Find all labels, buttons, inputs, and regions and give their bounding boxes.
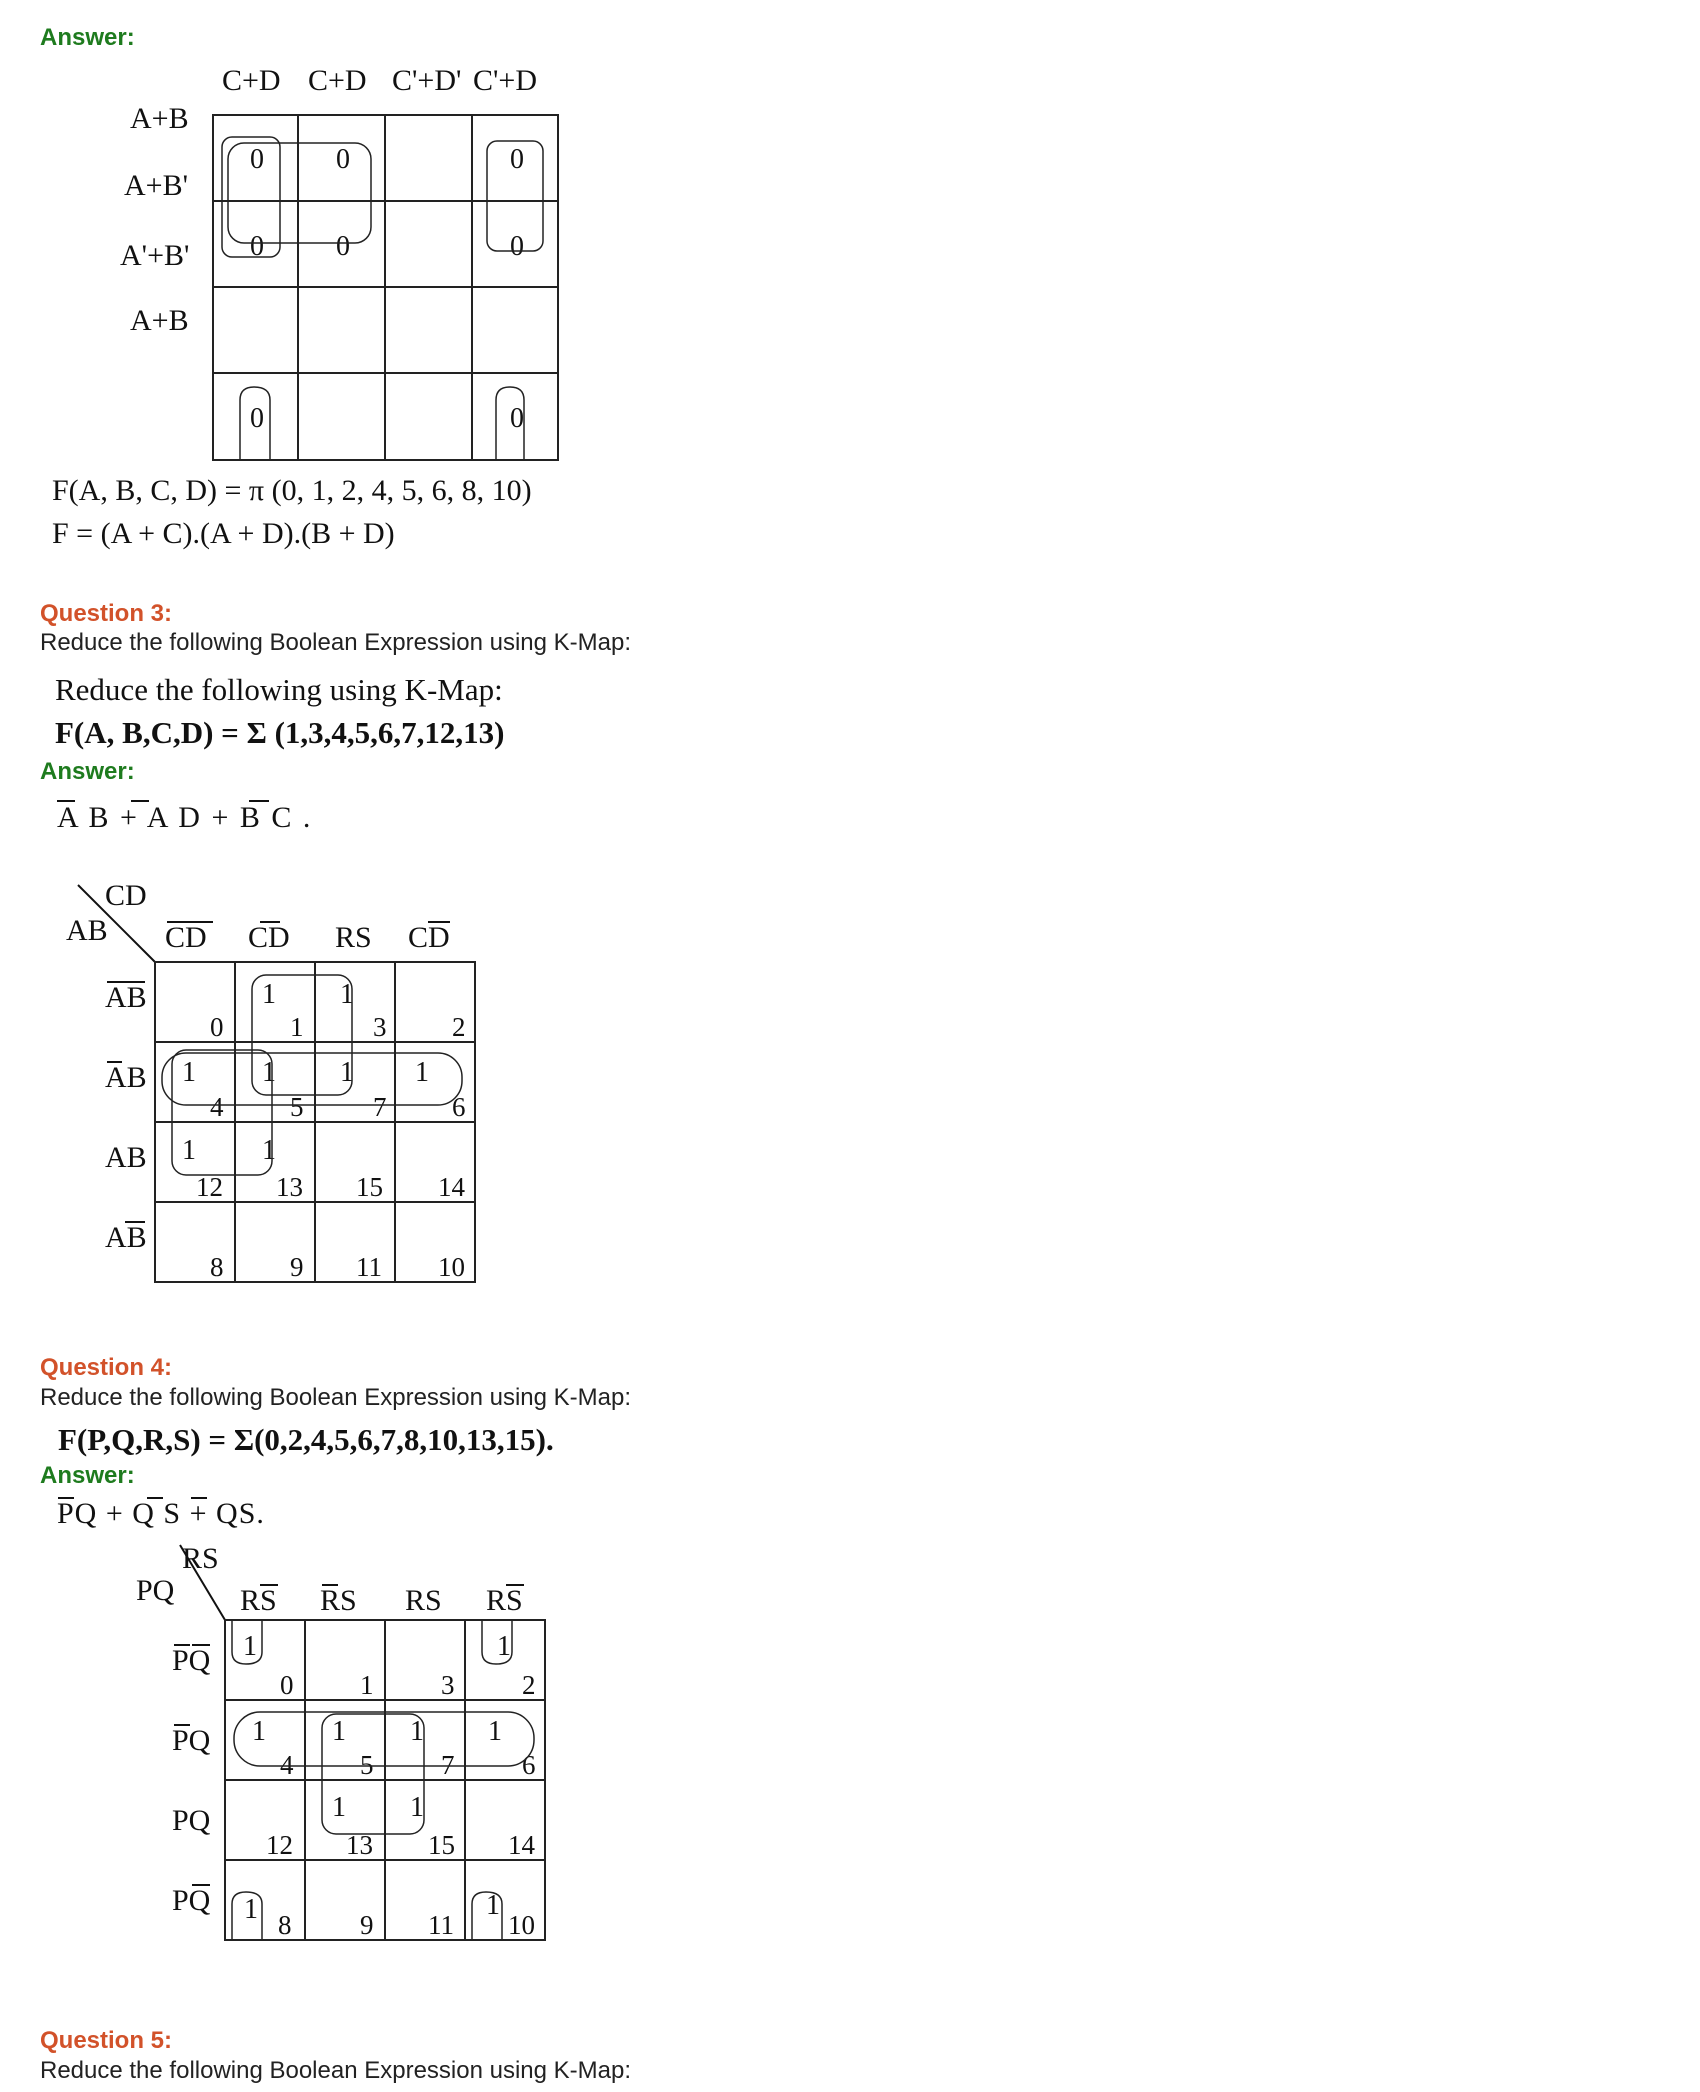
kmap1-row-header: A+B' [124, 169, 188, 202]
kmap3-row-header: PQ [172, 1724, 211, 1757]
kmap2-index: 9 [290, 1252, 304, 1282]
question-3-text: Reduce the following Boolean Expression using K-Map: [40, 629, 632, 656]
kmap2-index: 14 [438, 1172, 465, 1202]
question-3-answer-label: Answer: [40, 758, 135, 785]
kmap-q3 [0, 870, 520, 1290]
kmap1-col-headers [222, 64, 537, 97]
kmap1-row-headers [120, 102, 189, 337]
kmap2-index: 6 [452, 1092, 466, 1122]
kmap3-index: 10 [508, 1910, 535, 1940]
kmap2-one: 1 [340, 1057, 354, 1088]
kmap3-index: 1 [360, 1670, 374, 1700]
question-3-answer-expr: A B + A D + B C . [57, 801, 313, 834]
kmap1-groupings [222, 137, 543, 460]
question-4-answer-label: Answer: [40, 1462, 135, 1489]
kmap2-var-top: CD [105, 879, 147, 912]
answer4-overbars [55, 1492, 275, 1504]
kmap2-index: 5 [290, 1092, 304, 1122]
kmap-pos [0, 55, 620, 465]
kmap2-ones [182, 979, 429, 1166]
kmap2-one: 1 [262, 1135, 276, 1166]
kmap1-cell: 0 [510, 403, 524, 434]
kmap3-index: 2 [522, 1670, 536, 1700]
kmap1-col-header: C'+D [473, 64, 537, 97]
kmap3-one: 1 [243, 1631, 257, 1662]
kmap3-index: 5 [360, 1750, 374, 1780]
kmap3-index: 11 [428, 1910, 454, 1940]
kmap2-index: 15 [356, 1172, 383, 1202]
kmap2-col-header: CD [248, 921, 290, 954]
kmap1-cell: 0 [336, 144, 350, 175]
question-4-answer-expr: PQ + Q S + QS. [57, 1497, 265, 1530]
kmap2-index: 1 [290, 1012, 304, 1042]
question-5-label: Question 5: [40, 2027, 173, 2054]
kmap2-grid [155, 962, 475, 1282]
kmap2-col-header: RS [335, 921, 372, 954]
kmap2-col-header: CD [408, 921, 450, 954]
kmap1-cell: 0 [250, 144, 264, 175]
kmap1-cell: 0 [510, 231, 524, 262]
kmap2-index: 11 [356, 1252, 382, 1282]
question-4-label: Question 4: [40, 1354, 173, 1381]
question-3-image-line2: F(A, B,C,D) = Σ (1,3,4,5,6,7,12,13) [55, 715, 505, 750]
kmap1-cell: 0 [336, 231, 350, 262]
kmap3-col-header: RS [240, 1584, 277, 1617]
kmap3-index: 0 [280, 1670, 294, 1700]
kmap2-one: 1 [262, 1057, 276, 1088]
kmap2-index: 3 [373, 1012, 387, 1042]
kmap2-index: 13 [276, 1172, 303, 1202]
question-5-text: Reduce the following Boolean Expression using K-Map: [40, 2057, 632, 2084]
kmap2-row-header: AB [105, 981, 147, 1014]
kmap2-index: 12 [196, 1172, 223, 1202]
kmap3-col-headers [240, 1584, 523, 1617]
kmap2-index: 2 [452, 1012, 466, 1042]
kmap3-row-header: PQ [172, 1884, 211, 1917]
kmap2-col-header: CD [165, 921, 207, 954]
kmap3-index: 8 [278, 1910, 292, 1940]
kmap1-cell: 0 [250, 403, 264, 434]
kmap3-var-top: RS [182, 1542, 219, 1575]
kmap2-row-headers [105, 981, 147, 1254]
kmap1-row-header: A+B [130, 304, 189, 337]
kmap3-one: 1 [410, 1716, 424, 1747]
kmap1-cell: 0 [250, 231, 264, 262]
kmap3-col-header: RS [486, 1584, 523, 1617]
kmap3-index: 15 [428, 1830, 455, 1860]
kmap3-index: 4 [280, 1750, 294, 1780]
kmap3-row-header: PQ [172, 1644, 211, 1677]
kmap3-index: 3 [441, 1670, 455, 1700]
kmap3-one: 1 [497, 1631, 511, 1662]
kmap1-col-header: C+D [308, 64, 367, 97]
kmap1-row-header: A'+B' [120, 239, 190, 272]
kmap3-one: 1 [410, 1792, 424, 1823]
kmap1-equation-2: F = (A + C).(A + D).(B + D) [52, 517, 395, 550]
kmap3-one: 1 [488, 1716, 502, 1747]
kmap1-grid [213, 115, 558, 460]
question-3-image-line1: Reduce the following using K-Map: [55, 672, 503, 707]
question-4-text: Reduce the following Boolean Expression using K-Map: [40, 1384, 632, 1411]
kmap2-index: 0 [210, 1012, 224, 1042]
kmap3-row-header: PQ [172, 1804, 211, 1837]
kmap3-index: 13 [346, 1830, 373, 1860]
kmap2-one: 1 [182, 1135, 196, 1166]
kmap2-one: 1 [415, 1057, 429, 1088]
kmap2-index: 8 [210, 1252, 224, 1282]
kmap3-index: 14 [508, 1830, 535, 1860]
question-4-image-line: F(P,Q,R,S) = Σ(0,2,4,5,6,7,8,10,13,15). [58, 1422, 554, 1457]
kmap2-one: 1 [340, 979, 354, 1010]
kmap3-col-header: RS [320, 1584, 357, 1617]
kmap2-row-header: AB [105, 1221, 147, 1254]
kmap2-index: 7 [373, 1092, 387, 1122]
kmap3-one: 1 [486, 1890, 500, 1921]
question-3-label: Question 3: [40, 600, 173, 627]
kmap2-index: 4 [210, 1092, 224, 1122]
kmap1-cells [250, 144, 524, 434]
kmap1-col-header: C+D [222, 64, 281, 97]
kmap2-col-headers [165, 921, 450, 954]
kmap2-row-header: AB [105, 1061, 147, 1094]
kmap3-one: 1 [332, 1792, 346, 1823]
kmap2-var-left: AB [66, 914, 108, 947]
kmap2-one: 1 [182, 1057, 196, 1088]
kmap3-row-headers [172, 1644, 211, 1917]
kmap3-one: 1 [244, 1894, 258, 1925]
answer-label-top: Answer: [40, 24, 135, 51]
kmap3-col-header: RS [405, 1584, 442, 1617]
kmap3-index: 7 [441, 1750, 455, 1780]
kmap2-one: 1 [262, 979, 276, 1010]
kmap2-row-header: AB [105, 1141, 147, 1174]
kmap3-one: 1 [252, 1716, 266, 1747]
kmap1-equation-1: F(A, B, C, D) = π (0, 1, 2, 4, 5, 6, 8, 10) [52, 474, 532, 507]
kmap3-index: 12 [266, 1830, 293, 1860]
kmap1-cell: 0 [510, 144, 524, 175]
kmap2-index: 10 [438, 1252, 465, 1282]
kmap3-index: 6 [522, 1750, 536, 1780]
kmap3-one: 1 [332, 1716, 346, 1747]
kmap3-index: 9 [360, 1910, 374, 1940]
kmap1-row-header: A+B [130, 102, 189, 135]
kmap-q4 [0, 1540, 580, 1960]
kmap1-col-header: C'+D' [392, 64, 462, 97]
answer3-overbars [55, 795, 315, 807]
kmap3-var-left: PQ [136, 1574, 175, 1607]
